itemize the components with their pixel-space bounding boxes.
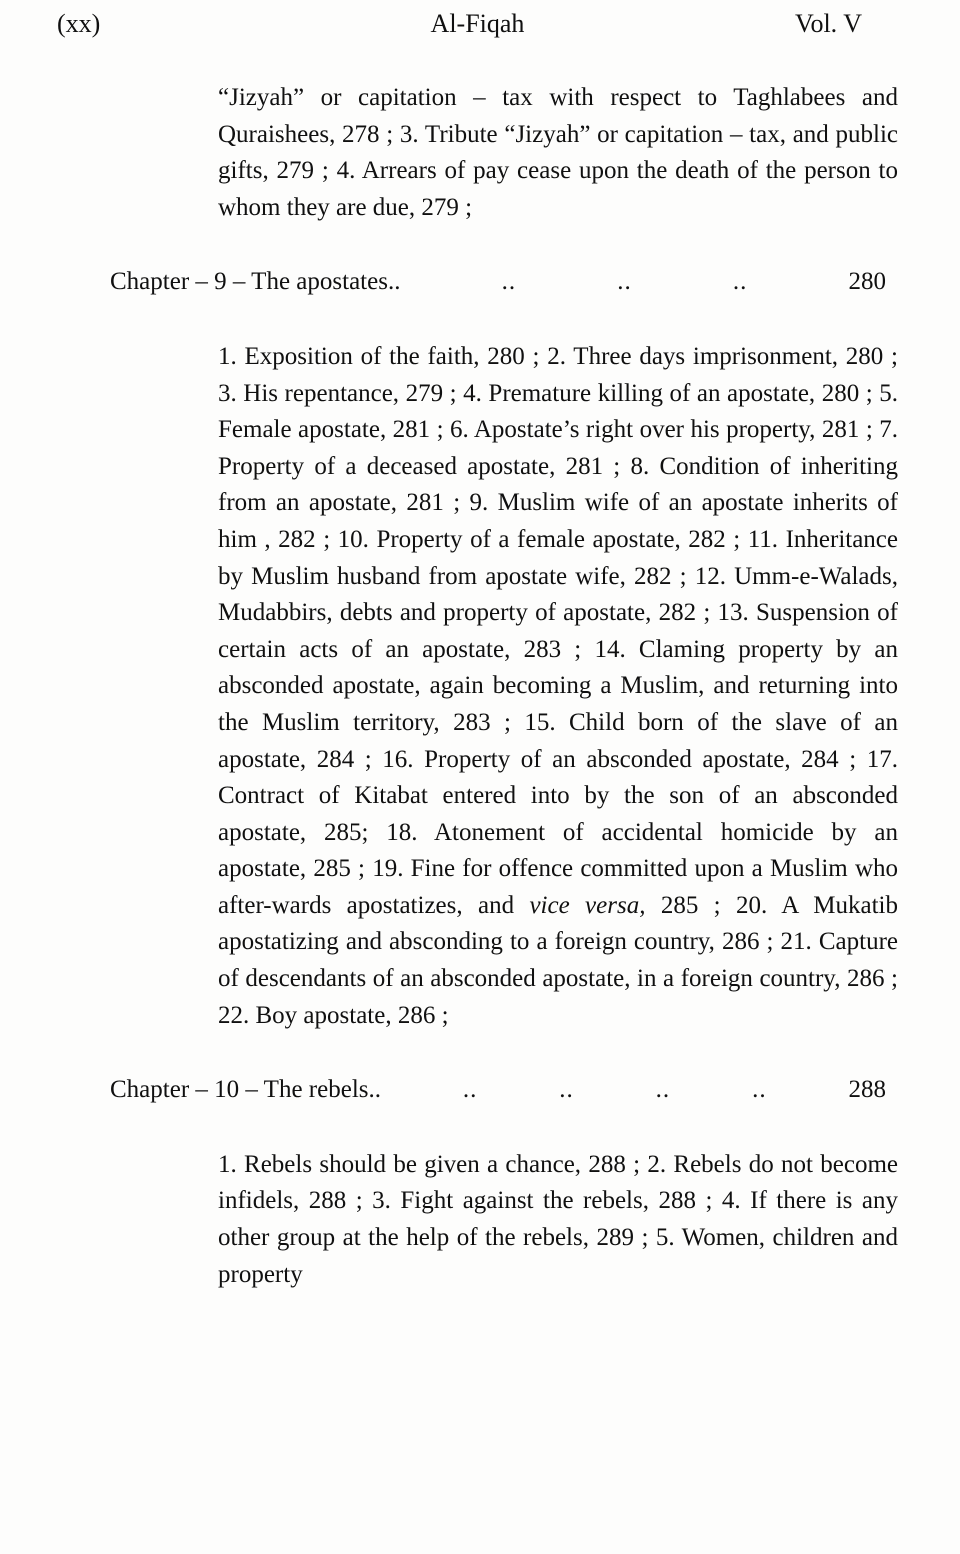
- toc-paragraph-chapter-10: 1. Rebels should be given a chance, 288 ; 2. Rebels do not become infidels, 288 ; 3. Fight against the rebels, 288 ; 4. If there is any other group at the help of the rebels, 289 ; 5. Women, children and property: [218, 1150, 898, 1288]
- toc-paragraph-continuation: “Jizyah” or capitation – tax with respect to Taghlabees and Quraishees, 278 ; 3. Tribute “Jizyah” or capitation – tax, and public gifts, 279 ; 4. Arrears of pay cease upon the death of the person to whom they are due, 279 ;: [218, 84, 898, 221]
- italic-phrase: vice versa,: [529, 891, 646, 919]
- chapter-9-title: Chapter – 9 – The apostates..: [110, 268, 401, 296]
- dot-leader: ..: [752, 1076, 767, 1104]
- table-of-contents: [57, 80, 898, 1293]
- dot-leader: ..: [655, 1076, 671, 1104]
- dot-leader: ..: [559, 1076, 574, 1104]
- toc-paragraph-chapter-9: [218, 339, 898, 1034]
- dot-leader: ..: [732, 268, 748, 296]
- chapter-9-page-number: 280: [848, 268, 886, 296]
- chapter-9-items-text-continued: 285 ; 20. A Mukatib apostatizing and absconding to a foreign country, 286 ; 21. Capture of descendants of an absconded apostate, in a foreign country, 286 ; 22. Boy apostate, 286 ;: [218, 891, 898, 1029]
- book-title: Al-Fiqah: [430, 9, 525, 38]
- dot-leader: ..: [617, 268, 632, 296]
- dot-leader: ..: [501, 268, 517, 296]
- page-number-label: (xx): [57, 9, 101, 38]
- chapter-9-entry: [110, 264, 886, 301]
- chapter-10-page-number: 288: [848, 1076, 886, 1104]
- chapter-10-title: Chapter – 10 – The rebels..: [110, 1076, 381, 1104]
- page-header: [57, 6, 898, 42]
- dot-leader: ..: [462, 1076, 478, 1104]
- volume-label: Vol. V: [795, 9, 862, 38]
- chapter-9-items-text: 1. Exposition of the faith, 280 ; 2. Three days imprisonment, 280 ; 3. His repentance, 279 ; 4. Premature killing of an apostate, 280 ; 5. Female apostate, 281 ; 6. Apostate’s right over his property, 281 ; 7. Property of a deceased apostate, 281 ; 8. Condition of inheriting from an apostate, 281 ; 9. Muslim wife of an apostate inherits of him , 282 ; 10. Property of a female apostate, 282 ; 11. Inheritance by Muslim husband from apostate wife, 282 ; 12. Umm-e-Walads, Mudabbirs, debts and property of apostate, 282 ; 13. Suspension of certain acts of an apostate, 283 ; 14. Claming property by an absconded apostate, again becoming a Muslim, and returning into the Muslim territory, 283 ; 15. Child born of the slave of an apostate, 284 ; 16. Property of an absconded apostate, 284 ; 17. Contract of Kitabat entered into by the son of an absconded apostate, 285; 18. Atonement of accidental homicide by an apostate, 285 ; 19. Fine for offence committed upon a Muslim who after-wards apostatizes, and: [218, 342, 898, 919]
- chapter-10-entry: [110, 1072, 886, 1109]
